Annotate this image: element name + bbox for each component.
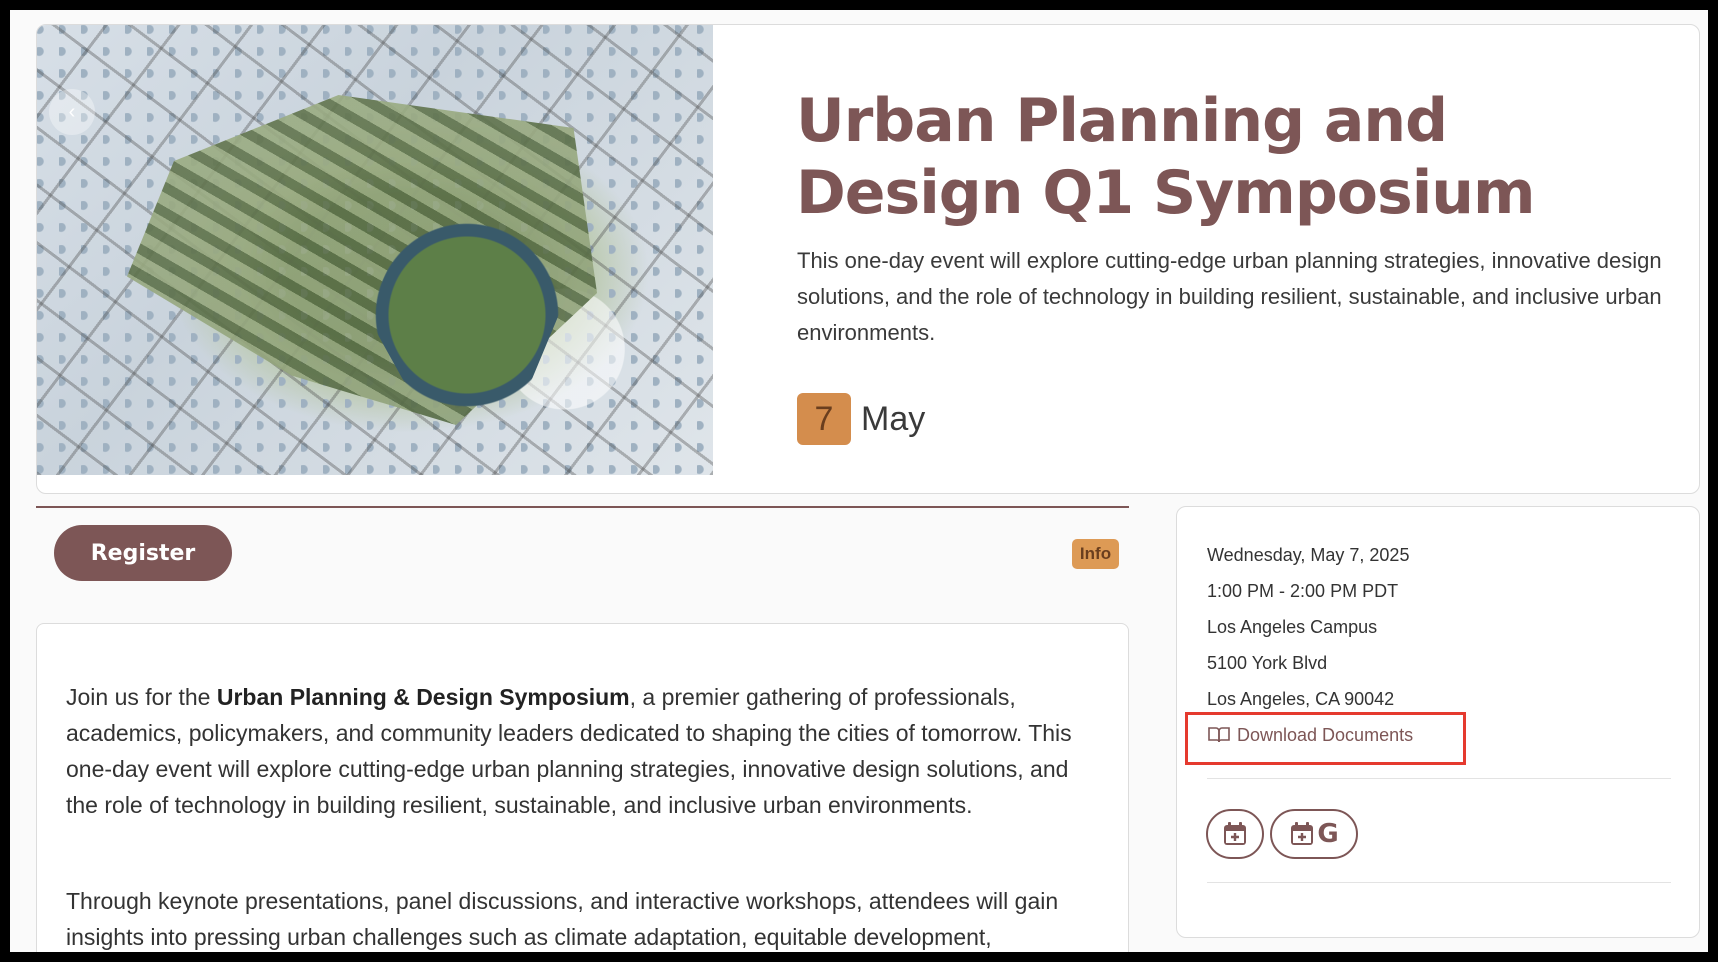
description-text: , a premier gathering of professionals, academics, policymakers, and community leaders dedicated to shaping the cities of tomorrow. This one-day event will explore cutting-edge urban planning strategies, innovative design solutions, and the role of technology in building resilient, sustainable, and inclusive urban environments.	[66, 684, 1072, 818]
google-icon: G	[1317, 819, 1339, 849]
event-time: 1:00 PM - 2:00 PM PDT	[1207, 581, 1399, 601]
calendar-plus-icon	[1222, 821, 1248, 847]
calendar-plus-icon	[1289, 821, 1315, 847]
highlight-annotation	[1185, 712, 1466, 765]
sidebar-divider	[1207, 778, 1671, 779]
event-summary: This one-day event will explore cutting-edge urban planning strategies, innovative design solutions, and the role of technology in building resilient, sustainable, and inclusive urban environments.	[797, 248, 1662, 345]
event-address-line1: 5100 York Blvd	[1207, 653, 1328, 673]
event-hero-card	[36, 24, 1700, 494]
section-divider	[36, 506, 1129, 508]
event-name-bold: Urban Planning & Design Symposium	[216, 684, 630, 710]
add-to-google-calendar-button[interactable]	[1270, 809, 1358, 859]
description-paragraph: Through keynote presentations, panel discussions, and interactive workshops, attendees will gain insights into pressing urban challenges such as climate adaptation, equitable development,	[66, 888, 1059, 950]
event-date: Wednesday, May 7, 2025	[1207, 545, 1410, 565]
register-button[interactable]: Register	[54, 525, 232, 581]
info-badge: Info	[1072, 539, 1119, 569]
event-address-line2: Los Angeles, CA 90042	[1207, 689, 1395, 709]
date-day: 7	[797, 393, 851, 445]
arrow-left-icon[interactable]: ‹	[49, 89, 95, 135]
event-location: Los Angeles Campus	[1207, 617, 1378, 637]
event-title: Urban Planning and Design Q1 Symposium	[796, 86, 1535, 228]
sidebar-divider	[1207, 882, 1671, 883]
description-paragraph	[66, 679, 1086, 823]
page-viewport	[10, 10, 1708, 952]
event-date-badge	[797, 393, 925, 445]
download-documents-label: Download Documents	[1237, 725, 1414, 745]
date-month: May	[861, 399, 926, 438]
add-to-calendar-button[interactable]	[1206, 809, 1264, 859]
event-hero-image	[37, 25, 713, 475]
description-text: Join us for the	[66, 684, 217, 710]
